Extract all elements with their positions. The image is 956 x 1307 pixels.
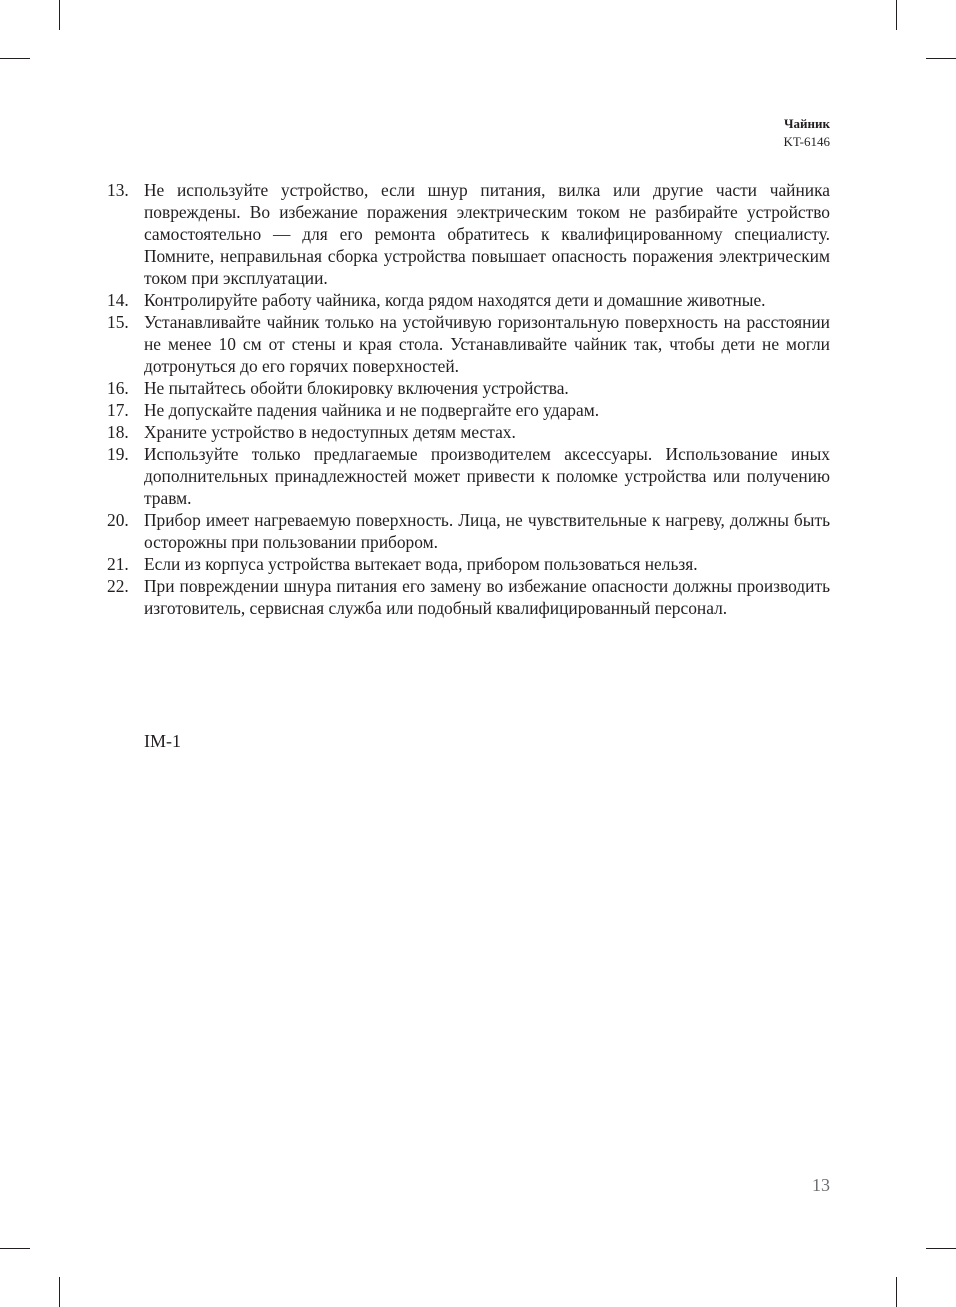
header-title: Чайник bbox=[783, 116, 830, 131]
item-text: Контролируйте работу чайника, когда рядом находятся дети и домашние животные. bbox=[144, 290, 766, 310]
list-item bbox=[107, 443, 830, 509]
item-number: 18. bbox=[107, 422, 129, 442]
item-text: Устанавливайте чайник только на устойчивую горизонтальную поверхность на расстоянии не менее 10 см от стены и края стола. Устанавливайте чайник так, чтобы дети не могли дотронуться до его горячих поверхностей. bbox=[144, 312, 830, 376]
running-header bbox=[784, 115, 830, 151]
list-item bbox=[107, 553, 830, 575]
item-number: 15. bbox=[107, 312, 129, 332]
item-number: 22. bbox=[107, 576, 129, 596]
item-number: 16. bbox=[107, 378, 129, 398]
list-item bbox=[107, 311, 830, 377]
item-text: Если из корпуса устройства вытекает вода, прибором пользоваться нельзя. bbox=[144, 554, 698, 574]
item-text: Не пытайтесь обойти блокировку включения устройства. bbox=[144, 378, 569, 398]
item-number: 14. bbox=[107, 290, 129, 310]
safety-instructions-list bbox=[107, 179, 830, 619]
item-text: При повреждении шнура питания его замену во избежание опасности должны производить изготовитель, сервисная служба или подобный квалифицированный персонал. bbox=[144, 576, 830, 618]
list-item bbox=[107, 509, 830, 553]
list-item bbox=[107, 575, 830, 619]
item-number: 21. bbox=[107, 554, 129, 574]
list-item bbox=[107, 289, 830, 311]
header-model: KT-6146 bbox=[783, 134, 830, 149]
item-text: Прибор имеет нагреваемую поверхность. Лица, не чувствительные к нагреву, должны быть осторожны при пользовании прибором. bbox=[144, 510, 830, 552]
item-number: 17. bbox=[107, 400, 129, 420]
crop-mark-bottom-right-horizontal bbox=[926, 1248, 956, 1249]
crop-mark-bottom-left bbox=[59, 1277, 60, 1307]
crop-mark-bottom-left-horizontal bbox=[0, 1248, 30, 1249]
page-number: 13 bbox=[812, 1175, 830, 1195]
item-text: Используйте только предлагаемые производителем аксессуары. Использование иных дополнительных принадлежностей может привести к поломке устройства или получению травм. bbox=[144, 444, 830, 508]
item-text: Храните устройство в недоступных детям местах. bbox=[144, 422, 516, 442]
list-item bbox=[107, 179, 830, 289]
item-text: Не используйте устройство, если шнур питания, вилка или другие части чайника повреждены. Во избежание поражения электрическим током не разбирайте устройство самостоятельно — для его ремонта обратитесь к квалифицированному специалисту. Помните, неправильная сборка устройства повышает опасность поражения электрическим током при эксплуатации. bbox=[144, 180, 830, 288]
list-item bbox=[107, 377, 830, 399]
crop-mark-top-left-horizontal bbox=[0, 58, 30, 59]
crop-mark-top-right bbox=[896, 0, 897, 30]
crop-mark-bottom-right bbox=[896, 1277, 897, 1307]
list-item bbox=[107, 399, 830, 421]
im-label: IM-1 bbox=[144, 731, 181, 751]
crop-mark-top-right-horizontal bbox=[926, 58, 956, 59]
item-number: 19. bbox=[107, 444, 129, 464]
item-number: 20. bbox=[107, 510, 129, 530]
list-item bbox=[107, 421, 830, 443]
item-text: Не допускайте падения чайника и не подвергайте его ударам. bbox=[144, 400, 600, 420]
crop-mark-top-left bbox=[59, 0, 60, 30]
item-number: 13. bbox=[107, 180, 129, 200]
